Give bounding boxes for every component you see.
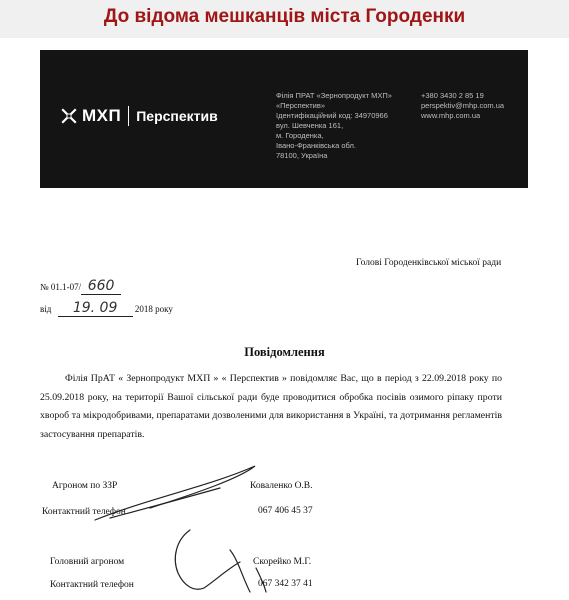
year-suffix: 2018 року: [134, 304, 173, 314]
body-paragraph: Філія ПрАТ « Зернопродукт МХП » « Перспектив » повідомляє Вас, що в період з 22.09.2018 року по 25.09.2018 року, на території Вашої сільської ради буде проводитися обробка посівів озимого ріпаку проти хвороб та мікродобривами, препаратами дозволеними для використання в Україні, та дотримання регламентів застосування препаратів.: [40, 373, 502, 440]
date-prefix: від: [40, 304, 52, 314]
address-line: м. Городенка,: [276, 131, 324, 140]
contact-phone: +380 3430 2 85 19: [421, 91, 484, 100]
document-body: [40, 370, 502, 444]
logo-divider: [128, 106, 129, 126]
contact-email: perspektiv@mhp.com.ua: [421, 101, 505, 110]
number-prefix: № 01.1-07/: [40, 282, 82, 292]
phone-number: 067 406 45 37: [258, 506, 313, 516]
signatory-name: Коваленко О.В.: [250, 481, 313, 491]
signatory-name: Скорейко М.Г.: [253, 557, 312, 567]
address-line: 78100, Україна: [276, 151, 328, 160]
logo-brand: МХП: [82, 106, 122, 125]
outgoing-date: [40, 300, 173, 317]
letterhead: [40, 50, 528, 188]
recipient: Голові Городенківської міської ради: [356, 258, 502, 268]
address-line: Філія ПРАТ «Зернопродукт МХП»: [276, 91, 392, 100]
company-logo: [60, 106, 218, 126]
outgoing-number: [40, 278, 121, 295]
contact-website: www.mhp.com.ua: [421, 111, 481, 120]
logo-division: Перспектив: [136, 108, 218, 124]
handwritten-date: 19. 09: [58, 300, 133, 317]
company-contacts: [421, 91, 504, 121]
banner-title: До відома мешканців міста Городенки: [103, 6, 466, 27]
address-line: Ідентифікаційний код: 34970966: [276, 111, 388, 120]
signatory-role: Агроном по ЗЗР: [52, 481, 118, 491]
address-line: «Перспектив»: [276, 101, 326, 110]
phone-label: Контактний телефон: [50, 580, 134, 590]
phone-number: 067 342 37 41: [258, 579, 313, 589]
address-line: Івано-Франківська обл.: [276, 141, 356, 150]
handwritten-number: 660: [81, 278, 121, 295]
document-title: Повідомлення: [244, 345, 325, 359]
company-address: [276, 91, 406, 161]
signatory-role: Головний агроном: [50, 557, 125, 567]
handwritten-signature: [80, 458, 380, 600]
address-line: вул. Шевченка 161,: [276, 121, 344, 130]
page-banner: [0, 0, 569, 39]
phone-label: Контактний телефон: [42, 507, 126, 517]
mhp-logo-icon: [60, 107, 78, 125]
